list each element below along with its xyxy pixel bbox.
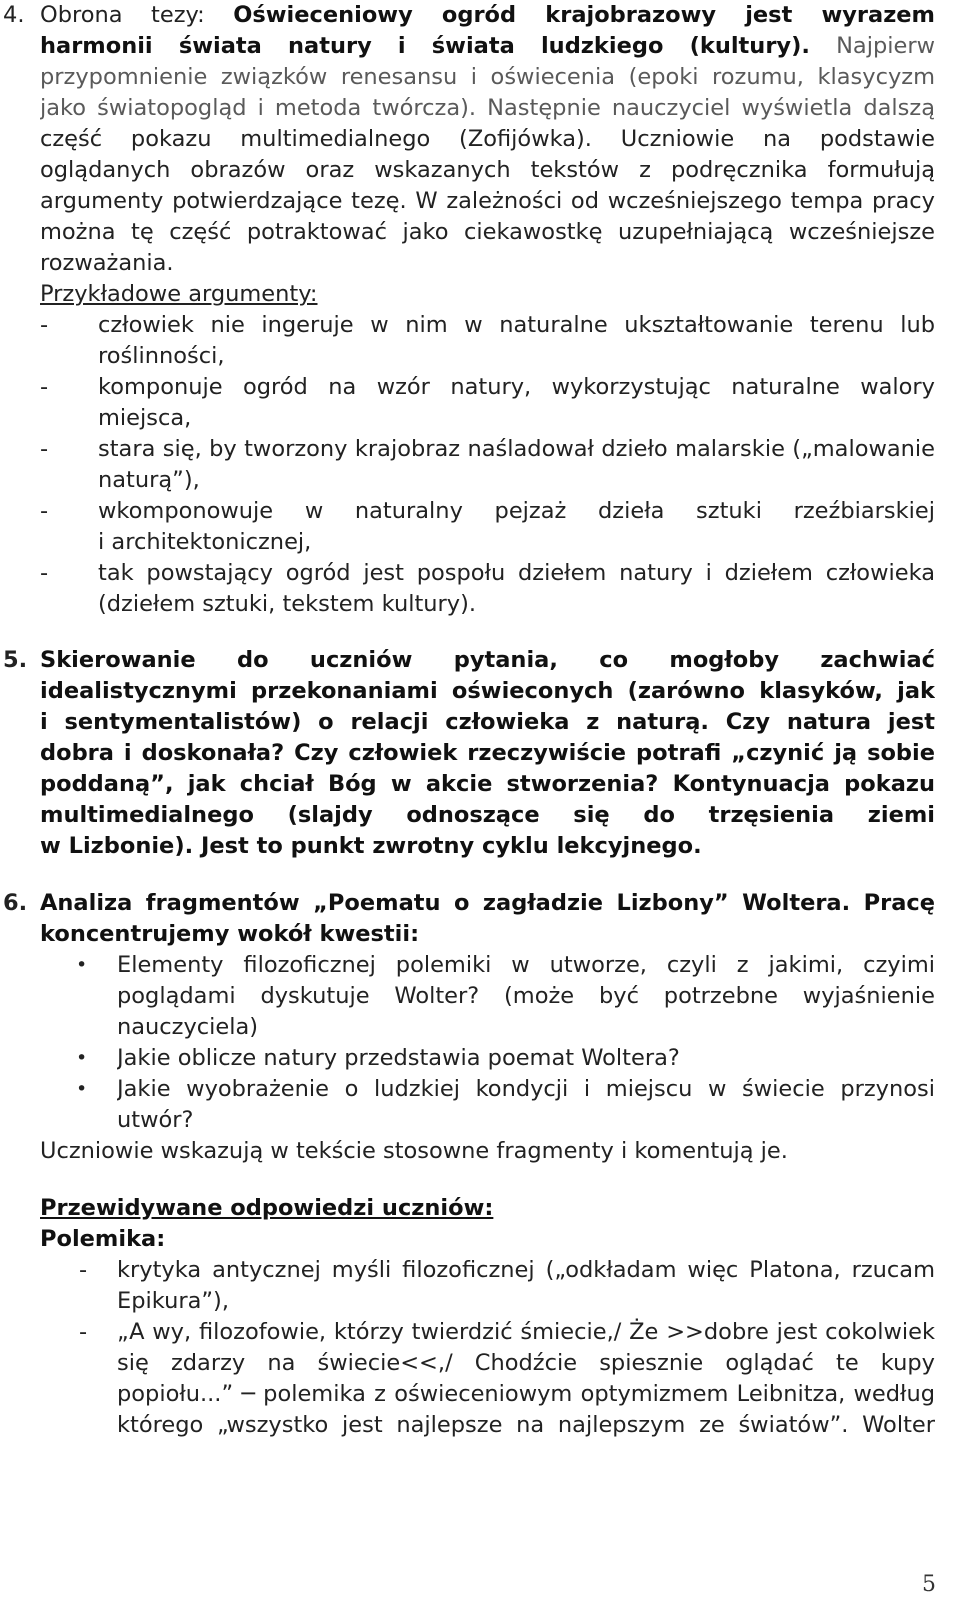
section4-line-2-rest: Najpierw <box>836 33 935 59</box>
section4-lead: Obrona tezy: <box>40 2 234 28</box>
section4-line-1-text <box>40 2 935 28</box>
argument-4-line-1: wkomponowuje w naturalny pejzaż dzieła sztuki rzeźbiarskiej <box>98 498 935 524</box>
argument-3-line-1: stara się, by tworzony krajobraz naśladował dzieło malarskie („malowanie <box>98 436 935 462</box>
bullet-marker: • <box>76 1078 88 1100</box>
section4-line-4: jako światopogląd i metoda twórcza). Następnie nauczyciel wyświetla dalszą <box>40 95 935 121</box>
argument-5-line-2: (dziełem sztuki, tekstem kultury). <box>98 591 477 617</box>
examples-heading: Przykładowe argumenty: <box>40 281 318 307</box>
dash-marker: - <box>40 374 49 400</box>
section4-line-9: rozważania. <box>40 250 174 276</box>
section5-line-3: i sentymentalistów) o relacji człowieka z naturą. Czy natura jest <box>40 709 935 735</box>
answer-2-line-2: się zdarzy na świecie<<,/ Chodźcie spiesznie oglądać te kupy <box>117 1350 935 1376</box>
answer-1-line-1: krytyka antycznej myśli filozoficznej („odkładam więc Platona, rzucam <box>117 1257 935 1283</box>
section-number: 6. <box>3 890 28 916</box>
section4-thesis-cont: harmonii świata natury i świata ludzkiego (kultury). <box>40 33 837 59</box>
section6-line-1: Analiza fragmentów „Poematu o zagładzie Lizbony” Woltera. Pracę <box>40 890 935 916</box>
section5-line-6: multimedialnego (slajdy odnoszące się do trzęsienia ziemi <box>40 802 935 828</box>
dash-marker: - <box>40 498 49 524</box>
section4-line-8: można tę część potraktować jako ciekawostkę uzupełniającą wcześniejsze <box>40 219 935 245</box>
answer-2-line-1: „A wy, filozofowie, którzy twierdzić śmiecie,/ Że >>dobre jest cokolwiek <box>117 1319 935 1345</box>
answer-2-line-3: popiołu...” ─ polemika z oświeceniowym optymizmem Leibnitza, według <box>117 1381 935 1407</box>
section4-line-7: argumenty potwierdzające tezę. W zależności od wcześniejszego tempa pracy <box>40 188 935 214</box>
section4-line-1 <box>40 0 935 31</box>
dash-marker: - <box>79 1257 88 1283</box>
argument-5-line-1: tak powstający ogród jest pospołu dziełem natury i dziełem człowieka <box>98 560 935 586</box>
dash-marker: - <box>40 312 49 338</box>
section4-line-6: oglądanych obrazów oraz wskazanych tekstów z podręcznika formułują <box>40 157 935 183</box>
section-number: 4. <box>3 2 25 28</box>
argument-1-line-1: człowiek nie ingeruje w nim w naturalne ukształtowanie terenu lub <box>98 312 935 338</box>
bullet-3-line-1: Jakie wyobrażenie o ludzkiej kondycji i miejscu w świecie przynosi <box>117 1076 935 1102</box>
argument-1-line-2: roślinności, <box>98 343 225 369</box>
argument-4-line-2: i architektonicznej, <box>98 529 312 555</box>
section5-line-5: poddaną”, jak chciał Bóg w akcie stworzenia? Kontynuacja pokazu <box>40 771 935 797</box>
bullet-3-line-2: utwór? <box>117 1107 194 1133</box>
section5-line-7: w Lizbonie). Jest to punkt zwrotny cyklu lekcyjnego. <box>40 833 702 859</box>
dash-marker: - <box>79 1319 88 1345</box>
section4-thesis: Oświeceniowy ogród krajobrazowy jest wyrazem <box>233 2 935 28</box>
answers-subheading: Polemika: <box>40 1226 166 1252</box>
section5-line-2: idealistycznymi przekonaniami oświeconych (zarówno klasyków, jak <box>40 678 935 704</box>
section6-line-2: koncentrujemy wokół kwestii: <box>40 921 420 947</box>
answer-2-line-4: którego „wszystko jest najlepsze na najlepszym ze światów”. Wolter <box>117 1412 935 1438</box>
section-number: 5. <box>3 647 28 673</box>
argument-2-line-1: komponuje ogród na wzór natury, wykorzystując naturalne walory <box>98 374 935 400</box>
bullet-marker: • <box>76 954 88 976</box>
section4-line-2 <box>40 31 935 62</box>
section4-line-5: część pokazu multimedialnego (Zofijówka). Uczniowie na podstawie <box>40 126 935 152</box>
bullet-1-line-1: Elementy filozoficznej polemiki w utworze, czyli z jakimi, czyimi <box>117 952 935 978</box>
bullet-marker: • <box>76 1047 88 1069</box>
answer-1-line-2: Epikura”), <box>117 1288 229 1314</box>
section5-line-1: Skierowanie do uczniów pytania, co mogłoby zachwiać <box>40 647 935 673</box>
section4-line-3: przypomnienie związków renesansu i oświecenia (epoki rozumu, klasycyzm <box>40 64 935 90</box>
bullet-2-line-1: Jakie oblicze natury przedstawia poemat Woltera? <box>117 1045 680 1071</box>
bullet-1-line-3: nauczyciela) <box>117 1014 259 1040</box>
section5-line-4: dobra i doskonała? Czy człowiek rzeczywiście potrafi „czynić ją sobie <box>40 740 935 766</box>
section6-closing: Uczniowie wskazują w tekście stosowne fragmenty i komentują je. <box>40 1138 788 1164</box>
argument-3-line-2: naturą”), <box>98 467 200 493</box>
dash-marker: - <box>40 560 49 586</box>
answers-heading: Przewidywane odpowiedzi uczniów: <box>40 1195 494 1221</box>
bullet-1-line-2: poglądami dyskutuje Wolter? (może być potrzebne wyjaśnienie <box>117 983 935 1009</box>
dash-marker: - <box>40 436 49 462</box>
argument-2-line-2: miejsca, <box>98 405 192 431</box>
page-number: 5 <box>922 1572 936 1597</box>
